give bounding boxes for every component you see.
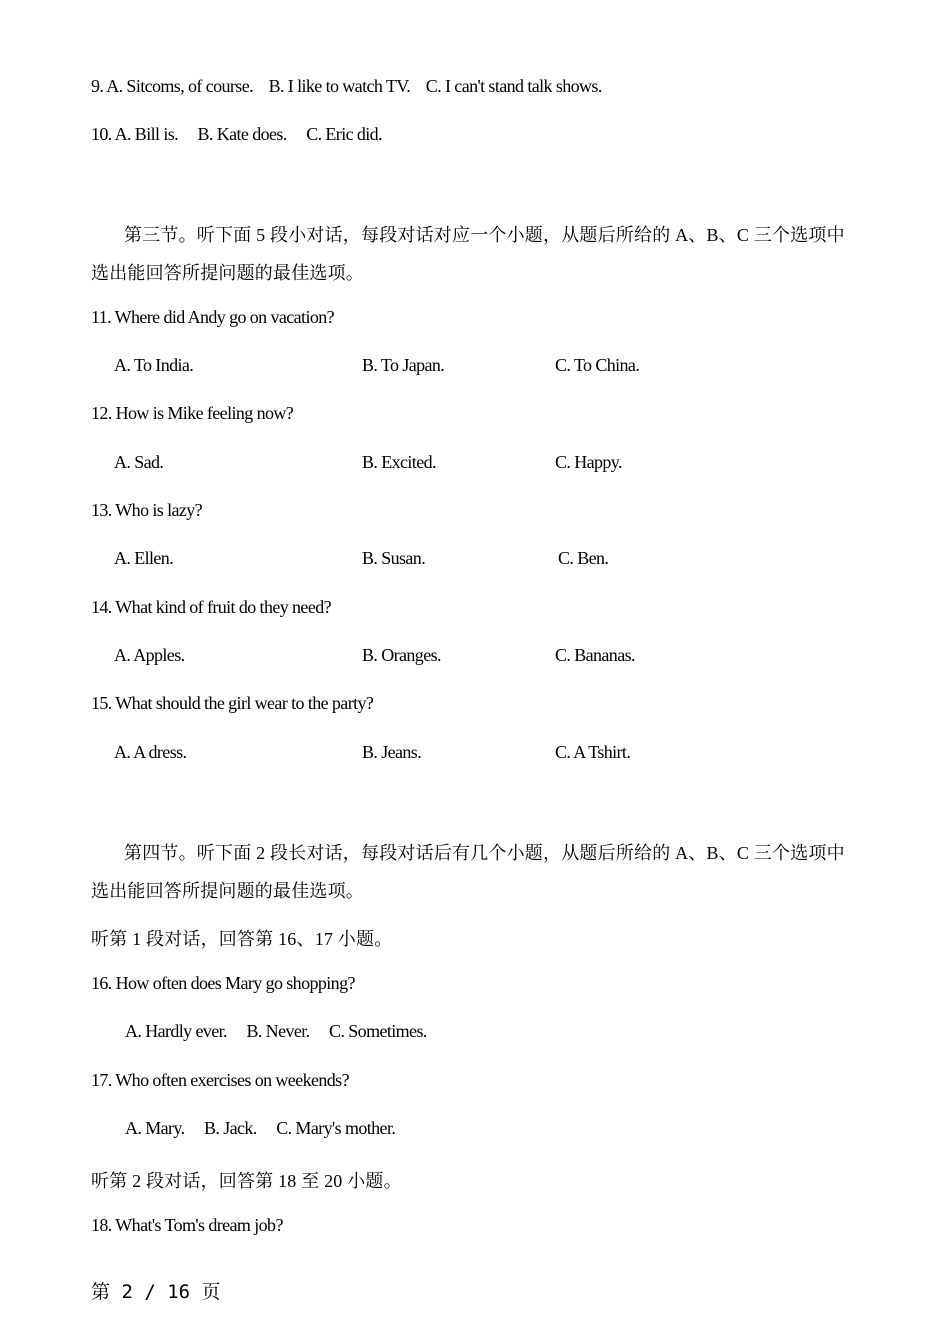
question-12: 12. How is Mike feeling now?	[91, 403, 294, 423]
section-3-instruction-line2: 选出能回答所提问题的最佳选项。	[91, 263, 364, 283]
q13-option-b: B. Susan.	[362, 548, 426, 568]
q12-option-c: C. Happy.	[555, 452, 622, 472]
q15-option-a: A. A dress.	[114, 742, 187, 762]
page-number-footer: 第 2 / 16 页	[91, 1281, 221, 1303]
question-15: 15. What should the girl wear to the party?	[91, 693, 374, 713]
question-13: 13. Who is lazy?	[91, 500, 203, 520]
q14-option-a: A. Apples.	[114, 645, 185, 665]
dialog-1-heading: 听第 1 段对话，回答第 16、17 小题。	[91, 929, 393, 949]
dialog-2-heading: 听第 2 段对话，回答第 18 至 20 小题。	[91, 1171, 402, 1191]
q14-option-c: C. Bananas.	[555, 645, 635, 665]
question-16: 16. How often does Mary go shopping?	[91, 973, 355, 993]
q14-option-b: B. Oranges.	[362, 645, 441, 665]
q15-option-b: B. Jeans.	[362, 742, 422, 762]
q12-option-b: B. Excited.	[362, 452, 436, 472]
q15-option-c: C. A Tshirt.	[555, 742, 631, 762]
question-11: 11. Where did Andy go on vacation?	[91, 307, 335, 327]
q12-option-a: A. Sad.	[114, 452, 164, 472]
q13-option-c: C. Ben.	[558, 548, 609, 568]
q11-option-b: B. To Japan.	[362, 355, 445, 375]
q11-option-a: A. To India.	[114, 355, 194, 375]
question-10-line: 10. A. Bill is. B. Kate does. C. Eric did.	[91, 124, 382, 144]
q13-option-a: A. Ellen.	[114, 548, 174, 568]
q17-options: A. Mary. B. Jack. C. Mary's mother.	[125, 1118, 396, 1138]
question-14: 14. What kind of fruit do they need?	[91, 597, 331, 617]
question-17: 17. Who often exercises on weekends?	[91, 1070, 349, 1090]
question-9-line: 9. A. Sitcoms, of course. B. I like to watch TV. C. I can't stand talk shows.	[91, 76, 602, 96]
question-18: 18. What's Tom's dream job?	[91, 1215, 283, 1235]
section-4-instruction-line2: 选出能回答所提问题的最佳选项。	[91, 881, 364, 901]
q11-option-c: C. To China.	[555, 355, 640, 375]
q16-options: A. Hardly ever. B. Never. C. Sometimes.	[125, 1021, 427, 1041]
section-3-instruction-line1: 第三节。听下面 5 段小对话，每段对话对应一个小题，从题后所给的 A、B、C 三个选项中	[124, 225, 845, 245]
section-4-instruction-line1: 第四节。听下面 2 段长对话，每段对话后有几个小题，从题后所给的 A、B、C 三个选项中	[124, 843, 845, 863]
